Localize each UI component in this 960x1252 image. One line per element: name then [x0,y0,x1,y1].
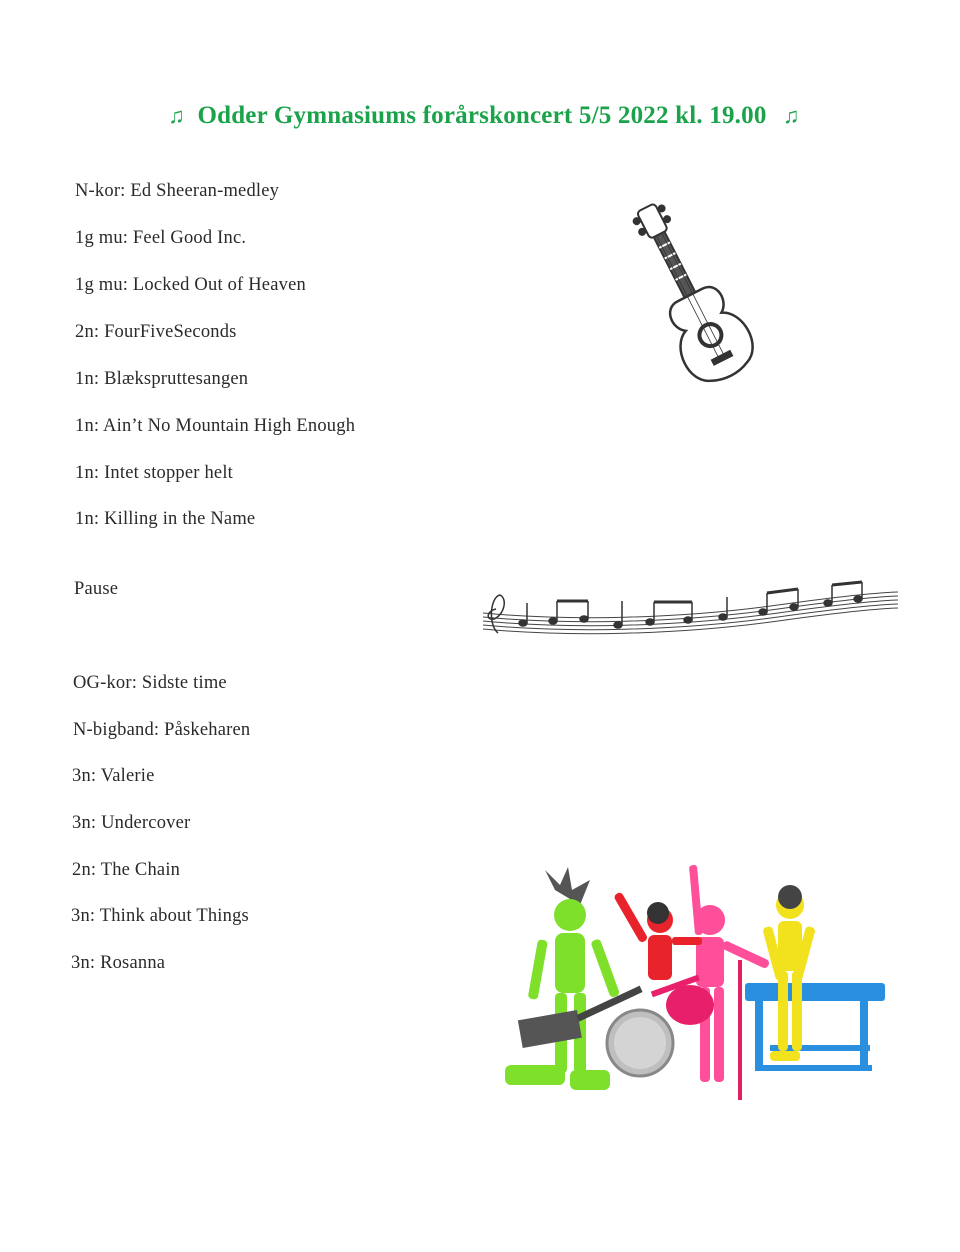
concert-title [0,102,960,130]
program-item: 1n: Blækspruttesangen [75,369,249,389]
guitar-icon [620,195,760,390]
concert-title-text: Odder Gymnasiums forårskoncert 5/5 2022 kl. 19.00 [197,102,767,129]
program-item: 1g mu: Feel Good Inc. [75,228,247,248]
program-item: 1g mu: Locked Out of Heaven [75,275,306,295]
program-item: OG-kor: Sidste time [73,673,227,693]
program-item: 3n: Undercover [72,813,191,833]
program-item: 1n: Intet stopper helt [75,463,234,483]
music-note-icon: ♫ [168,103,185,128]
program-item: 3n: Think about Things [71,906,249,926]
program-item: 3n: Valerie [72,766,155,786]
program-item: N-bigband: Påskeharen [73,720,251,740]
program-item: 3n: Rosanna [71,953,166,973]
pause-label: Pause [74,579,119,599]
program-item: 1n: Killing in the Name [75,509,256,529]
program-item: N-kor: Ed Sheeran-medley [75,181,280,201]
music-note-icon: ♫ [782,103,800,128]
music-staff-icon [478,575,903,640]
program-item: 1n: Ain’t No Mountain High Enough [75,416,356,436]
program-item: 2n: FourFiveSeconds [75,322,237,342]
band-figures-illustration [500,865,890,1115]
program-item: 2n: The Chain [72,860,181,880]
